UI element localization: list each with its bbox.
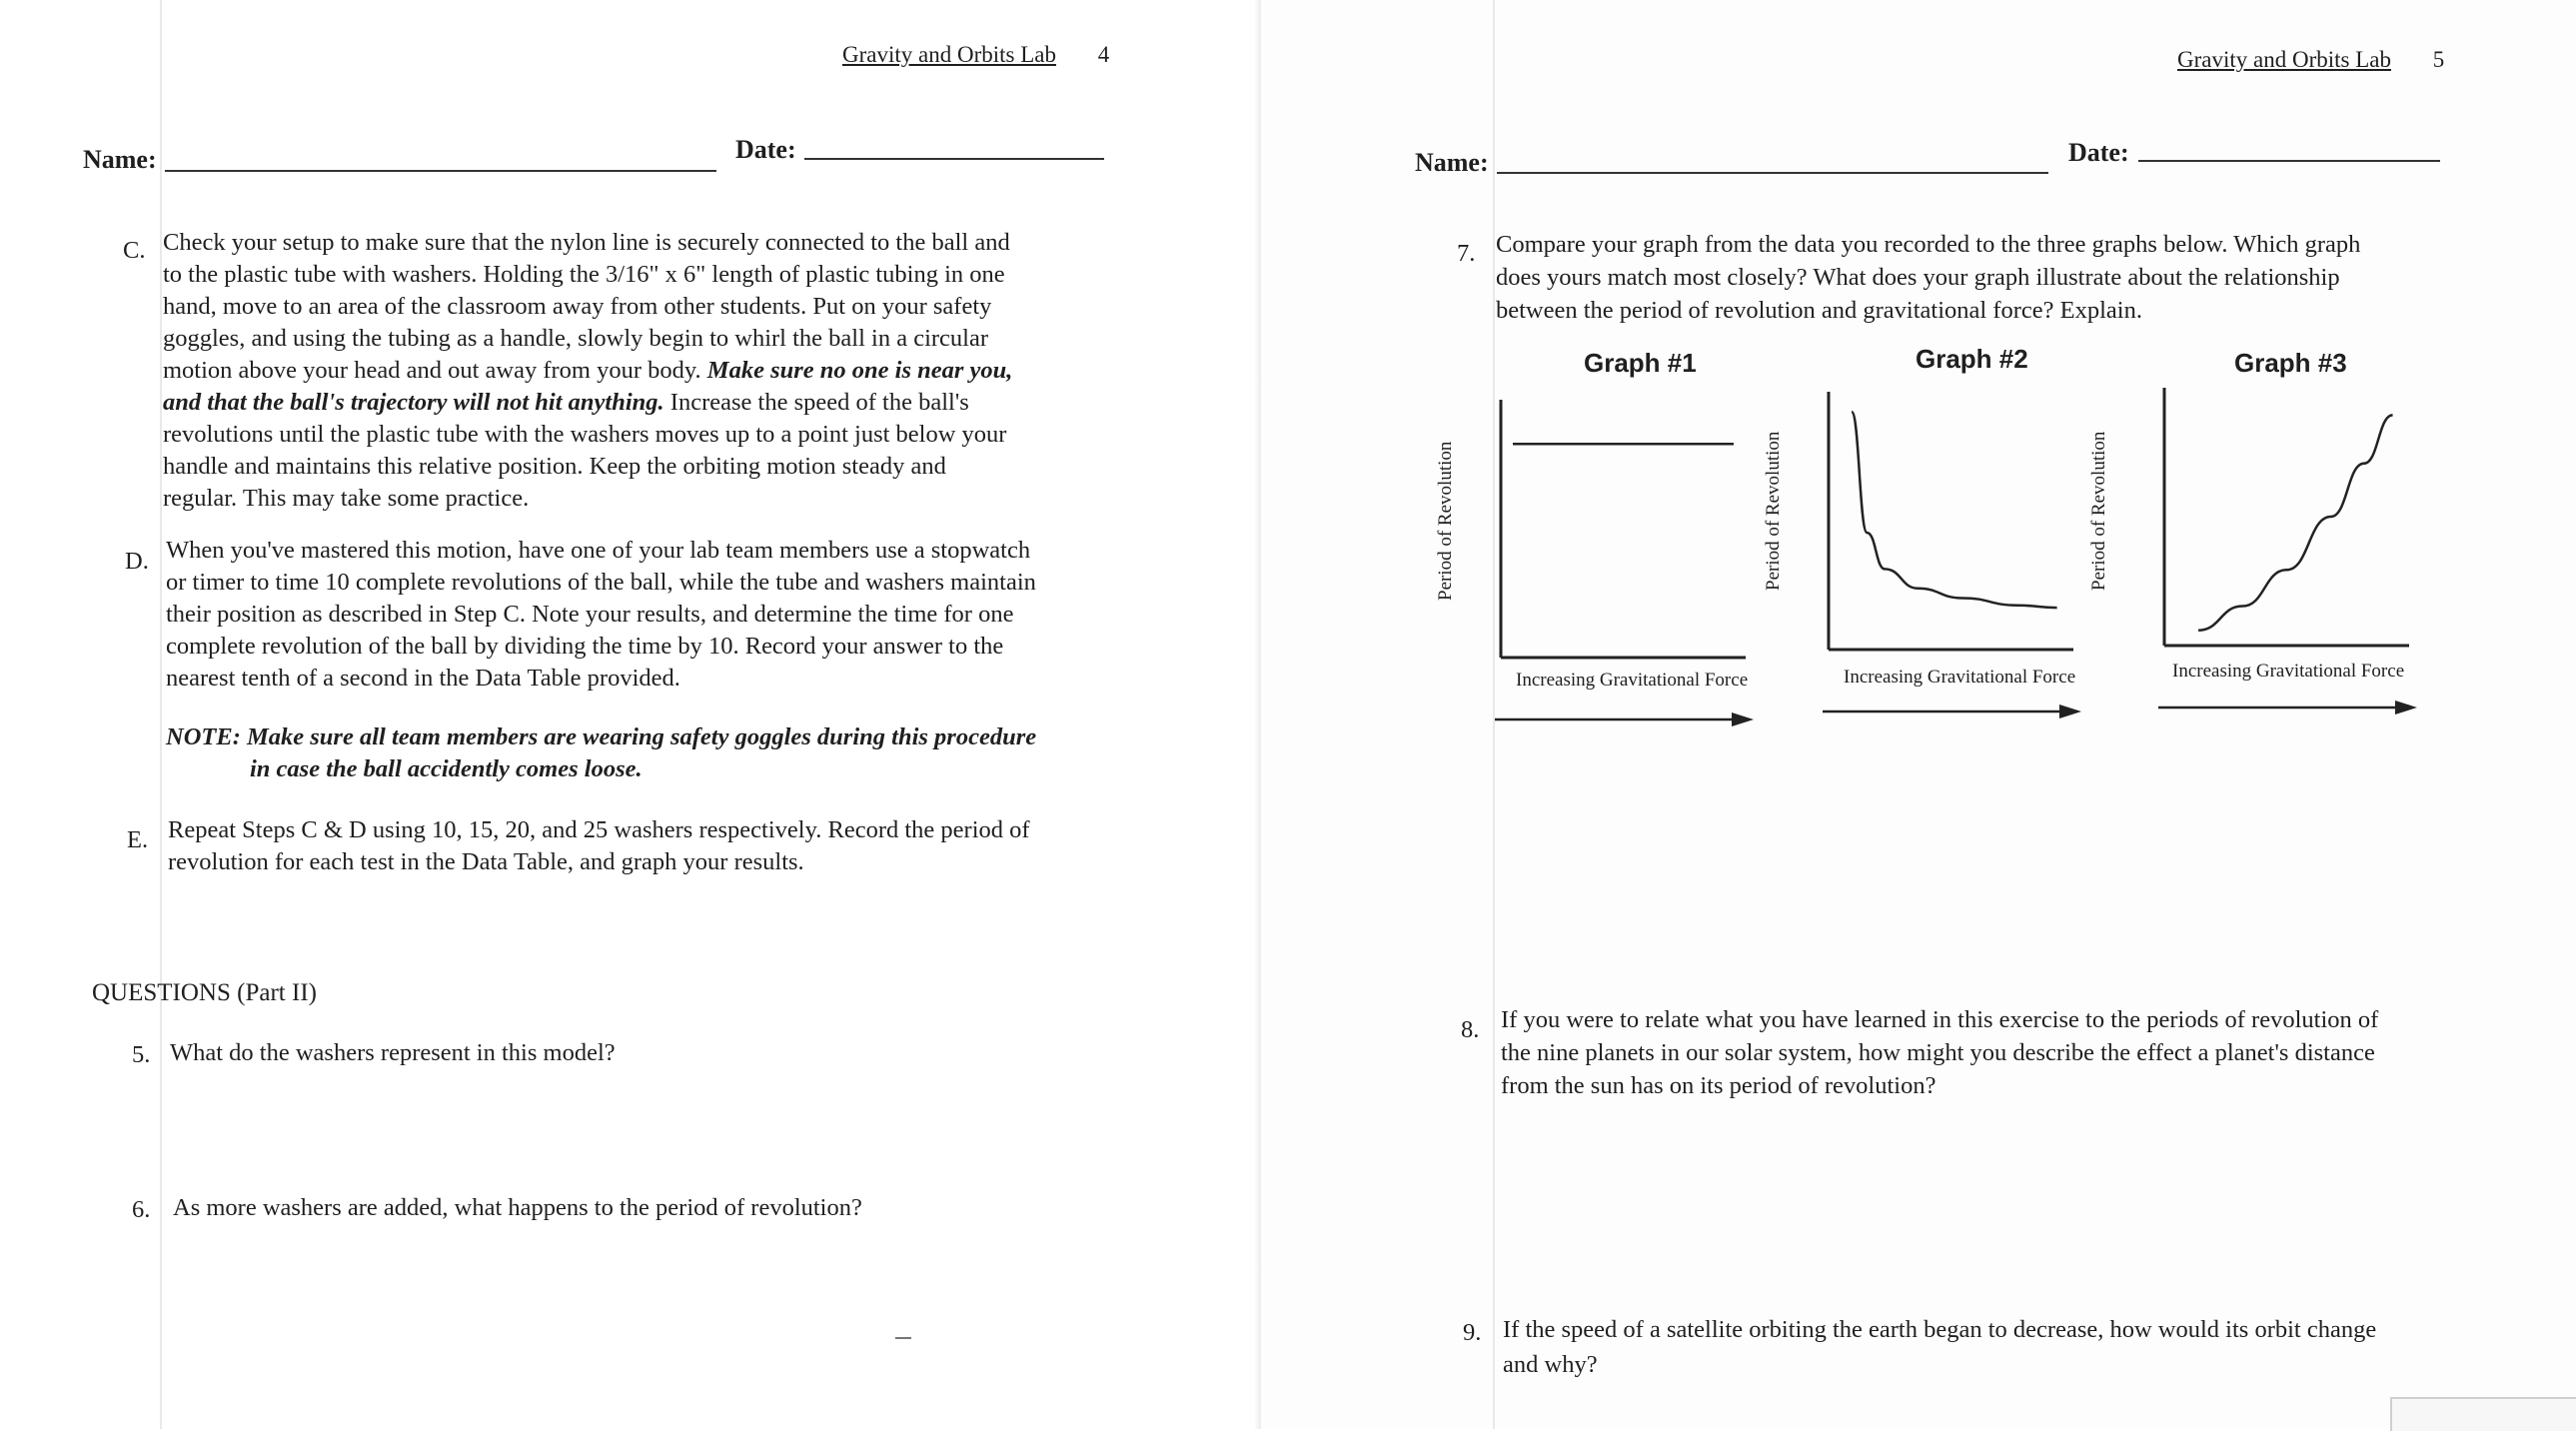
step-c-line: hand, move to an area of the classroom away from other students. Put on your safety <box>163 293 992 320</box>
question-9-number: 9. <box>1463 1319 1482 1346</box>
question-5-text: What do the washers represent in this model? <box>170 1039 616 1066</box>
graph-3-title: Graph #3 <box>2234 348 2347 378</box>
question-9-line: and why? <box>1503 1351 1598 1378</box>
step-d-text <box>166 535 1165 695</box>
question-6-number: 6. <box>132 1196 151 1223</box>
right-header-page-number: 5 <box>2432 47 2445 72</box>
graph-1-arrow-head <box>1732 713 1754 726</box>
question-7-line: between the period of revolution and gravitational force? Explain. <box>1496 297 2142 324</box>
question-5-number: 5. <box>132 1041 151 1068</box>
step-c-warning: Make sure no one is near you, <box>706 357 1013 384</box>
question-8-line: the nine planets in our solar system, how might you describe the effect a planet's distance <box>1501 1039 2375 1066</box>
step-c-line: revolutions until the plastic tube with the washers moves up to a point just below your <box>163 421 1007 448</box>
left-name-field[interactable] <box>165 170 716 172</box>
graph-2-title: Graph #2 <box>1916 344 2028 374</box>
step-e-line: Repeat Steps C & D using 10, 15, 20, and 25 washers respectively. Record the period of <box>168 816 1030 843</box>
graph-1 <box>1501 400 1502 401</box>
step-e-line: revolution for each test in the Data Table, and graph your results. <box>168 848 804 875</box>
right-header-lab-title: Gravity and Orbits Lab <box>2177 47 2391 72</box>
step-c-line: Check your setup to make sure that the nylon line is securely connected to the ball and <box>163 229 1010 256</box>
step-c-text <box>163 227 1162 515</box>
step-c-line: to the plastic tube with washers. Holding the 3/16" x 6" length of plastic tubing in one <box>163 261 1005 288</box>
step-d-line: their position as described in Step C. Note your results, and determine the time for one <box>166 601 1014 628</box>
graph-3-ylabel: Period of Revolution <box>2088 431 2109 591</box>
step-c-plain: motion above your head and out away from your body. <box>163 357 707 384</box>
graph-2-curve <box>1852 412 2057 608</box>
right-margin-rule <box>1493 0 1495 1429</box>
safety-note-line: NOTE: Make sure all team members are wearing safety goggles during this procedure <box>166 723 1037 750</box>
question-7-number: 7. <box>1457 240 1476 267</box>
step-c-line <box>163 387 1162 419</box>
step-c-line: regular. This may take some practice. <box>163 485 530 512</box>
right-page <box>1261 0 2576 1429</box>
right-name-field[interactable] <box>1497 172 2048 174</box>
step-d-line: complete revolution of the ball by dividing the time by 10. Record your answer to the <box>166 633 1004 660</box>
step-c-warning: and that the ball's trajectory will not hit anything. <box>163 389 664 416</box>
question-8-number: 8. <box>1461 1016 1480 1043</box>
step-c-marker: C. <box>123 237 146 264</box>
step-c-line: handle and maintains this relative position. Keep the orbiting motion steady and <box>163 453 946 480</box>
left-date-label: Date: <box>735 135 796 164</box>
right-page-header <box>2177 47 2444 73</box>
left-header-lab-title: Gravity and Orbits Lab <box>842 42 1056 67</box>
question-7-line: Compare your graph from the data you recorded to the three graphs below. Which graph <box>1496 231 2361 258</box>
questions-heading: QUESTIONS (Part II) <box>92 979 317 1006</box>
graph-3-arrow-head <box>2395 701 2417 715</box>
right-date-field[interactable] <box>2138 160 2440 162</box>
graph-2 <box>1829 392 1830 393</box>
left-name-label: Name: <box>83 145 157 174</box>
step-c-line <box>163 355 1162 387</box>
safety-note-line: in case the ball accidently comes loose. <box>250 755 643 782</box>
graph-3 <box>2164 388 2165 389</box>
graph-2-xlabel: Increasing Gravitational Force <box>1844 667 2076 688</box>
scan-corner-artifact <box>2390 1397 2576 1431</box>
question-6-text: As more washers are added, what happens to the period of revolution? <box>173 1194 862 1221</box>
question-9-line: If the speed of a satellite orbiting the earth began to decrease, how would its orbit change <box>1503 1316 2377 1343</box>
graph-2-ylabel: Period of Revolution <box>1763 431 1784 591</box>
graph-1-title: Graph #1 <box>1584 348 1697 378</box>
left-page-header <box>842 42 1109 68</box>
step-d-marker: D. <box>125 548 149 575</box>
step-d-line: nearest tenth of a second in the Data Table provided. <box>166 665 680 692</box>
left-header-page-number: 4 <box>1097 42 1110 67</box>
graph-2-arrow-head <box>2059 705 2081 718</box>
step-c-line: goggles, and using the tubing as a handle, slowly begin to whirl the ball in a circular <box>163 325 989 352</box>
step-d-line: or timer to time 10 complete revolutions of the ball, while the tube and washers maintain <box>166 569 1036 596</box>
graph-3-xlabel: Increasing Gravitational Force <box>2172 661 2405 682</box>
question-8-text <box>1501 1003 2560 1102</box>
graph-1-xlabel: Increasing Gravitational Force <box>1516 670 1749 691</box>
step-e-text <box>168 814 1167 878</box>
stray-mark <box>895 1337 911 1339</box>
question-8-line: from the sun has on its period of revolution? <box>1501 1072 1936 1099</box>
right-name-label: Name: <box>1415 148 1489 177</box>
safety-note <box>166 721 1215 785</box>
question-7-text <box>1496 228 2555 327</box>
left-margin-rule <box>160 0 162 1429</box>
question-9-text <box>1503 1312 2562 1382</box>
right-date-label: Date: <box>2068 138 2129 167</box>
question-8-line: If you were to relate what you have learned in this exercise to the periods of revolution of <box>1501 1006 2379 1033</box>
graph-1-ylabel: Period of Revolution <box>1435 441 1456 601</box>
left-date-field[interactable] <box>804 158 1104 160</box>
question-7-line: does yours match most closely? What does your graph illustrate about the relationship <box>1496 264 2340 291</box>
step-d-line: When you've mastered this motion, have one of your lab team members use a stopwatch <box>166 537 1031 564</box>
step-c-plain: Increase the speed of the ball's <box>663 389 969 416</box>
left-page <box>0 0 1261 1429</box>
graph-3-curve <box>2198 415 2392 630</box>
step-e-marker: E. <box>127 826 149 853</box>
